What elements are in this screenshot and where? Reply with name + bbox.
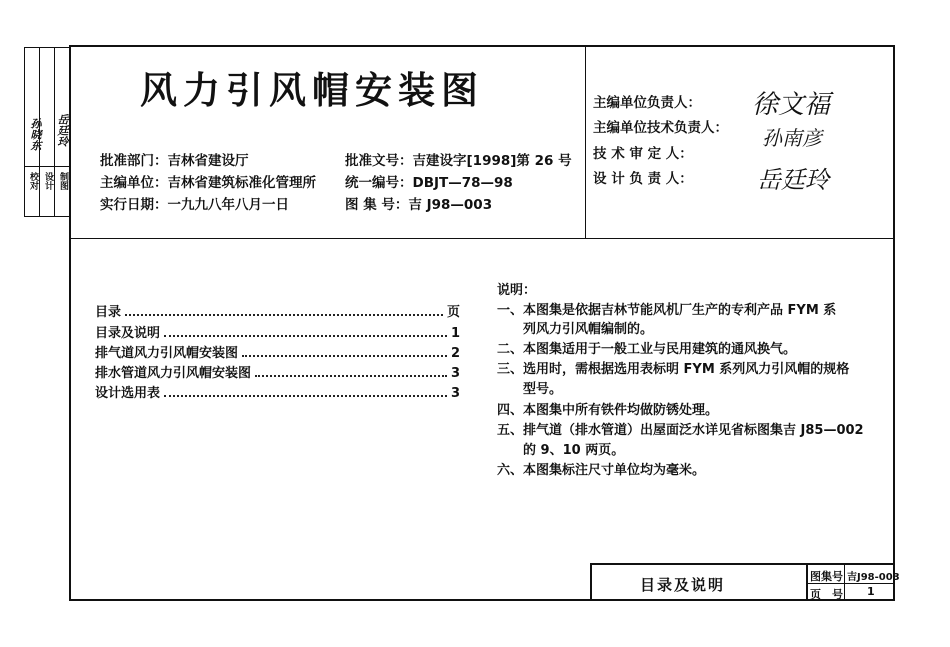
note-line: 型号。 [497,382,563,397]
approval-row: 批准部门：吉林省建设厅 [100,153,249,169]
side-strip [24,47,70,217]
note-line: 一、本图集是依据吉林节能风机厂生产的专利产品 FYM 系 [497,303,837,318]
note-line: 列风力引风帽编制的。 [497,322,654,337]
signature-4: 岳廷玲 [757,166,829,194]
note-line: 五、排气道（排水管道）出屋面泛水详见省标图集吉 J85—002 [497,423,864,438]
note-line: 四、本图集中所有铁件均做防锈处理。 [497,403,719,418]
page-label: 页 号 [810,588,843,601]
notes-heading: 说明： [497,283,537,298]
header-vertical-divider [585,45,586,239]
atlas-value: 吉J98-003 [847,572,900,583]
note-line: 三、选用时，需根据选用表标明 FYM 系列风力引风帽的规格 [497,362,850,377]
approval-row: 统一编号：DBJT—78—98 [345,175,513,191]
toc-row[interactable]: 设计选用表 3 [95,386,460,401]
header-divider [69,238,895,239]
toc-row[interactable]: 排水管道风力引风帽安装图 3 [95,366,460,381]
atlas-label: 图集号 [810,570,843,583]
side-label-3: 制图 [58,172,68,190]
responsible-role-1: 主编单位负责人： [593,95,701,111]
approval-row: 批准文号：吉建设字[1998]第 26 号 [345,153,572,169]
frame-top [69,45,895,47]
page-title: 风力引风帽安装图 [140,69,484,112]
side-signature-1: 孙晓东 [29,118,42,151]
toc-row[interactable]: 排气道风力引风帽安装图 2 [95,346,460,361]
page-value: 1 [867,585,875,598]
responsible-role-3: 技 术 审 定 人： [593,146,693,162]
note-line: 二、本图集适用于一般工业与民用建筑的通风换气。 [497,342,797,357]
note-line: 六、本图集标注尺寸单位均为毫米。 [497,463,706,478]
frame-right [893,45,895,601]
approval-right [345,150,572,216]
signature-2: 孙南彦 [762,126,822,150]
responsible-role-2: 主编单位技术负责人： [593,120,728,136]
toc-row[interactable]: 目录 页 [95,305,460,320]
approval-row: 主编单位：吉林省建筑标准化管理所 [100,175,316,191]
note-line: 的 9、10 两页。 [497,443,625,458]
sheet-name: 目录及说明 [640,576,726,594]
side-strip-divider-h [25,166,69,167]
side-label-2: 设计 [43,172,53,190]
title-block [590,563,900,601]
side-label-1: 校对 [28,172,38,190]
side-signature-2: 岳廷玲 [56,114,69,147]
signature-1: 徐文福 [752,90,831,120]
approval-row: 实行日期：一九九八年八月一日 [100,197,289,213]
responsible-role-4: 设 计 负 责 人： [593,171,693,187]
toc-row[interactable]: 目录及说明 1 [95,326,460,341]
approval-row: 图 集 号：吉 J98—003 [345,197,493,213]
approval-left [100,150,316,216]
